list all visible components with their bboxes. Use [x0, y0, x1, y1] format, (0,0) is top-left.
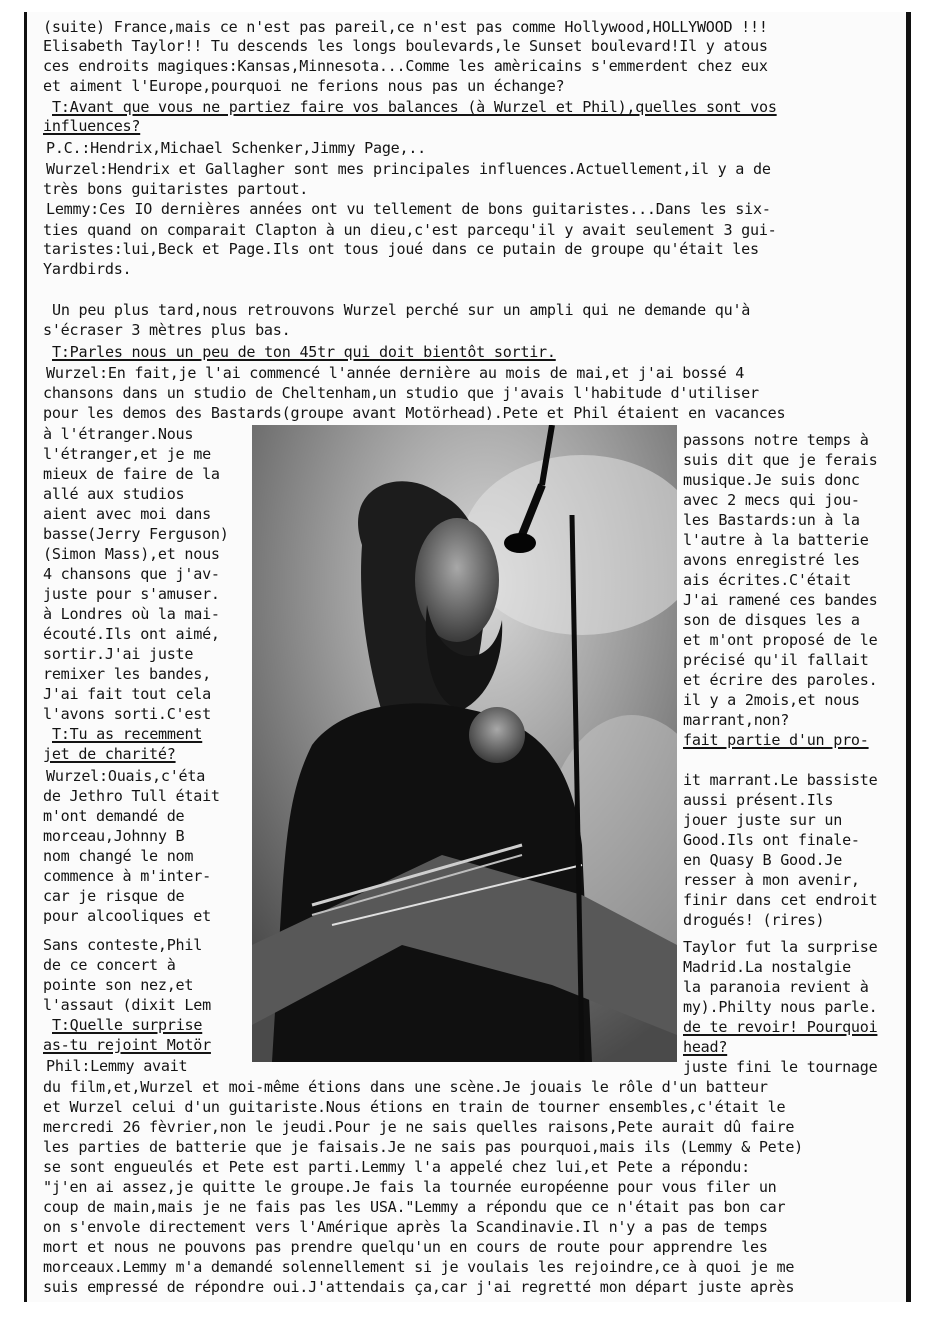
text-line: s'écraser 3 mètres plus bas.: [43, 321, 291, 339]
text-line: Wurzel:Hendrix et Gallagher sont mes principales influences.Actuellement,il y a de: [46, 160, 771, 178]
text-line: pour alcooliques et: [43, 907, 211, 925]
text-line: chansons dans un studio de Cheltenham,un studio que j'avais l'habitude d'utiliser: [43, 384, 759, 402]
interview-question: T:Avant que vous ne partiez faire vos balances (à Wurzel et Phil),quelles sont vos: [52, 98, 777, 116]
interview-question: influences?: [43, 117, 141, 135]
text-line: (Simon Mass),et nous: [43, 545, 220, 563]
text-line: se sont engueulés et Pete est parti.Lemmy l'a appelé chez lui,et Pete a répondu:: [43, 1158, 750, 1176]
text-line: passons notre temps à: [683, 431, 869, 449]
interview-question: fait partie d'un pro-: [683, 731, 869, 749]
text-line: l'assaut (dixit Lem: [43, 996, 211, 1014]
text-line: du film,et,Wurzel et moi-même étions dans une scène.Je jouais le rôle d'un batteur: [43, 1078, 768, 1096]
text-line: morceaux.Lemmy m'a demandé solennellement si je voulais les rejoindre,ce à quoi je me: [43, 1258, 795, 1276]
text-line: avec 2 mecs qui jou-: [683, 491, 860, 509]
text-line: resser à mon avenir,: [683, 871, 860, 889]
text-line: mieux de faire de la: [43, 465, 220, 483]
text-line: à l'étranger.Nous: [43, 425, 194, 443]
interview-question: T:Quelle surprise: [52, 1016, 203, 1034]
text-line: aient avec moi dans: [43, 505, 211, 523]
text-line: allé aux studios: [43, 485, 185, 503]
text-line: à Londres où la mai-: [43, 605, 220, 623]
text-line: 4 chansons que j'av-: [43, 565, 220, 583]
text-line: les parties de batterie que je faisais.Je ne sais pas pourquoi,mais ils (Lemmy & Pete): [43, 1138, 803, 1156]
text-line: et m'ont proposé de le: [683, 631, 878, 649]
text-line: juste fini le tournage: [683, 1058, 878, 1076]
interview-question: jet de charité?: [43, 745, 176, 763]
text-line: P.C.:Hendrix,Michael Schenker,Jimmy Page,..: [46, 139, 426, 157]
text-line: pour les demos des Bastards(groupe avant Motörhead).Pete et Phil étaient en vacances: [43, 404, 786, 422]
text-line: car je risque de: [43, 887, 185, 905]
text-line: sortir.J'ai juste: [43, 645, 194, 663]
interview-question: T:Parles nous un peu de ton 45tr qui doit bientôt sortir.: [52, 343, 556, 361]
text-line: Good.Ils ont finale-: [683, 831, 860, 849]
text-line: drogués! (rires): [683, 911, 825, 929]
text-line: my).Philty nous parle.: [683, 998, 878, 1016]
interview-question: as-tu rejoint Motör: [43, 1036, 211, 1054]
text-line: jouer juste sur un: [683, 811, 843, 829]
interview-question: T:Tu as recemment: [52, 725, 203, 743]
text-line: la paranoia revient à: [683, 978, 869, 996]
text-line: son de disques les a: [683, 611, 860, 629]
text-line: Wurzel:Ouais,c'éta: [46, 767, 206, 785]
text-line: coup de main,mais je ne fais pas les USA."Lemmy a répondu que ce n'était pas bon car: [43, 1198, 786, 1216]
photo-image: [252, 425, 677, 1062]
text-line: de Jethro Tull était: [43, 787, 220, 805]
text-line: morceau,Johnny B: [43, 827, 185, 845]
text-line: musique.Je suis donc: [683, 471, 860, 489]
text-line: et aiment l'Europe,pourquoi ne ferions nous pas un échange?: [43, 77, 565, 95]
text-line: l'avons sorti.C'est: [43, 705, 211, 723]
text-line: Un peu plus tard,nous retrouvons Wurzel perché sur un ampli qui ne demande qu'à: [52, 301, 751, 319]
text-line: basse(Jerry Ferguson): [43, 525, 229, 543]
text-line: en Quasy B Good.Je: [683, 851, 843, 869]
text-line: nom changé le nom: [43, 847, 194, 865]
text-line: Sans conteste,Phil: [43, 936, 203, 954]
text-line: avons enregistré les: [683, 551, 860, 569]
text-line: Yardbirds.: [43, 260, 132, 278]
interview-question: head?: [683, 1038, 728, 1056]
text-line: de ce concert à: [43, 956, 176, 974]
text-line: très bons guitaristes partout.: [43, 180, 309, 198]
text-line: l'autre à la batterie: [683, 531, 869, 549]
text-line: Elisabeth Taylor!! Tu descends les longs boulevards,le Sunset boulevard!Il y atous: [43, 37, 768, 55]
text-line: Madrid.La nostalgie: [683, 958, 851, 976]
text-line: m'ont demandé de: [43, 807, 185, 825]
concert-photo-lemmy: [252, 425, 677, 1062]
text-line: finir dans cet endroit: [683, 891, 878, 909]
text-line: ais écrites.C'était: [683, 571, 851, 589]
text-line: pointe son nez,et: [43, 976, 194, 994]
text-line: Phil:Lemmy avait: [46, 1057, 188, 1075]
text-line: taristes:lui,Beck et Page.Ils ont tous joué dans ce putain de groupe qu'était les: [43, 240, 759, 258]
text-line: mort et nous ne pouvons pas prendre quelqu'un en cours de route pour apprendre les: [43, 1238, 768, 1256]
text-line: it marrant.Le bassiste: [683, 771, 878, 789]
text-line: juste pour s'amuser.: [43, 585, 220, 603]
text-line: J'ai fait tout cela: [43, 685, 211, 703]
text-line: Wurzel:En fait,je l'ai commencé l'année dernière au mois de mai,et j'ai bossé 4: [46, 364, 745, 382]
text-line: Lemmy:Ces IO dernières années ont vu tellement de bons guitaristes...Dans les six-: [46, 200, 771, 218]
text-line: les Bastards:un à la: [683, 511, 860, 529]
text-line: suis dit que je ferais: [683, 451, 878, 469]
interview-question: de te revoir! Pourquoi: [683, 1018, 878, 1036]
text-line: et Wurzel celui d'un guitariste.Nous étions en train de tourner ensembles,c'était le: [43, 1098, 786, 1116]
text-line: écouté.Ils ont aimé,: [43, 625, 220, 643]
text-line: J'ai ramené ces bandes: [683, 591, 878, 609]
text-line: ces endroits magiques:Kansas,Minnesota...Comme les amèricains s'emmerdent chez eux: [43, 57, 768, 75]
text-line: marrant,non?: [683, 711, 790, 729]
text-line: remixer les bandes,: [43, 665, 211, 683]
text-line: il y a 2mois,et nous: [683, 691, 860, 709]
text-line: mercredi 26 fèvrier,non le jeudi.Pour je ne sais quelles raisons,Pete aurait dû faire: [43, 1118, 795, 1136]
text-line: l'étranger,et je me: [43, 445, 211, 463]
text-line: "j'en ai assez,je quitte le groupe.Je fais la tournée européenne pour vous filer un: [43, 1178, 777, 1196]
text-line: ties quand on comparait Clapton à un dieu,c'est parcequ'il y avait seulement 3 gui-: [43, 221, 777, 239]
text-line: et écrire des paroles.: [683, 671, 878, 689]
text-line: (suite) France,mais ce n'est pas pareil,ce n'est pas comme Hollywood,HOLLYWOOD !!!: [43, 18, 768, 36]
text-line: suis empressé de répondre oui.J'attendais ça,car j'ai regretté mon départ juste après: [43, 1278, 795, 1296]
text-line: précisé qu'il fallait: [683, 651, 869, 669]
text-line: Taylor fut la surprise: [683, 938, 878, 956]
text-line: aussi présent.Ils: [683, 791, 834, 809]
text-line: on s'envole directement vers l'Amérique après la Scandinavie.Il n'y a pas de temps: [43, 1218, 768, 1236]
text-line: commence à m'inter-: [43, 867, 211, 885]
